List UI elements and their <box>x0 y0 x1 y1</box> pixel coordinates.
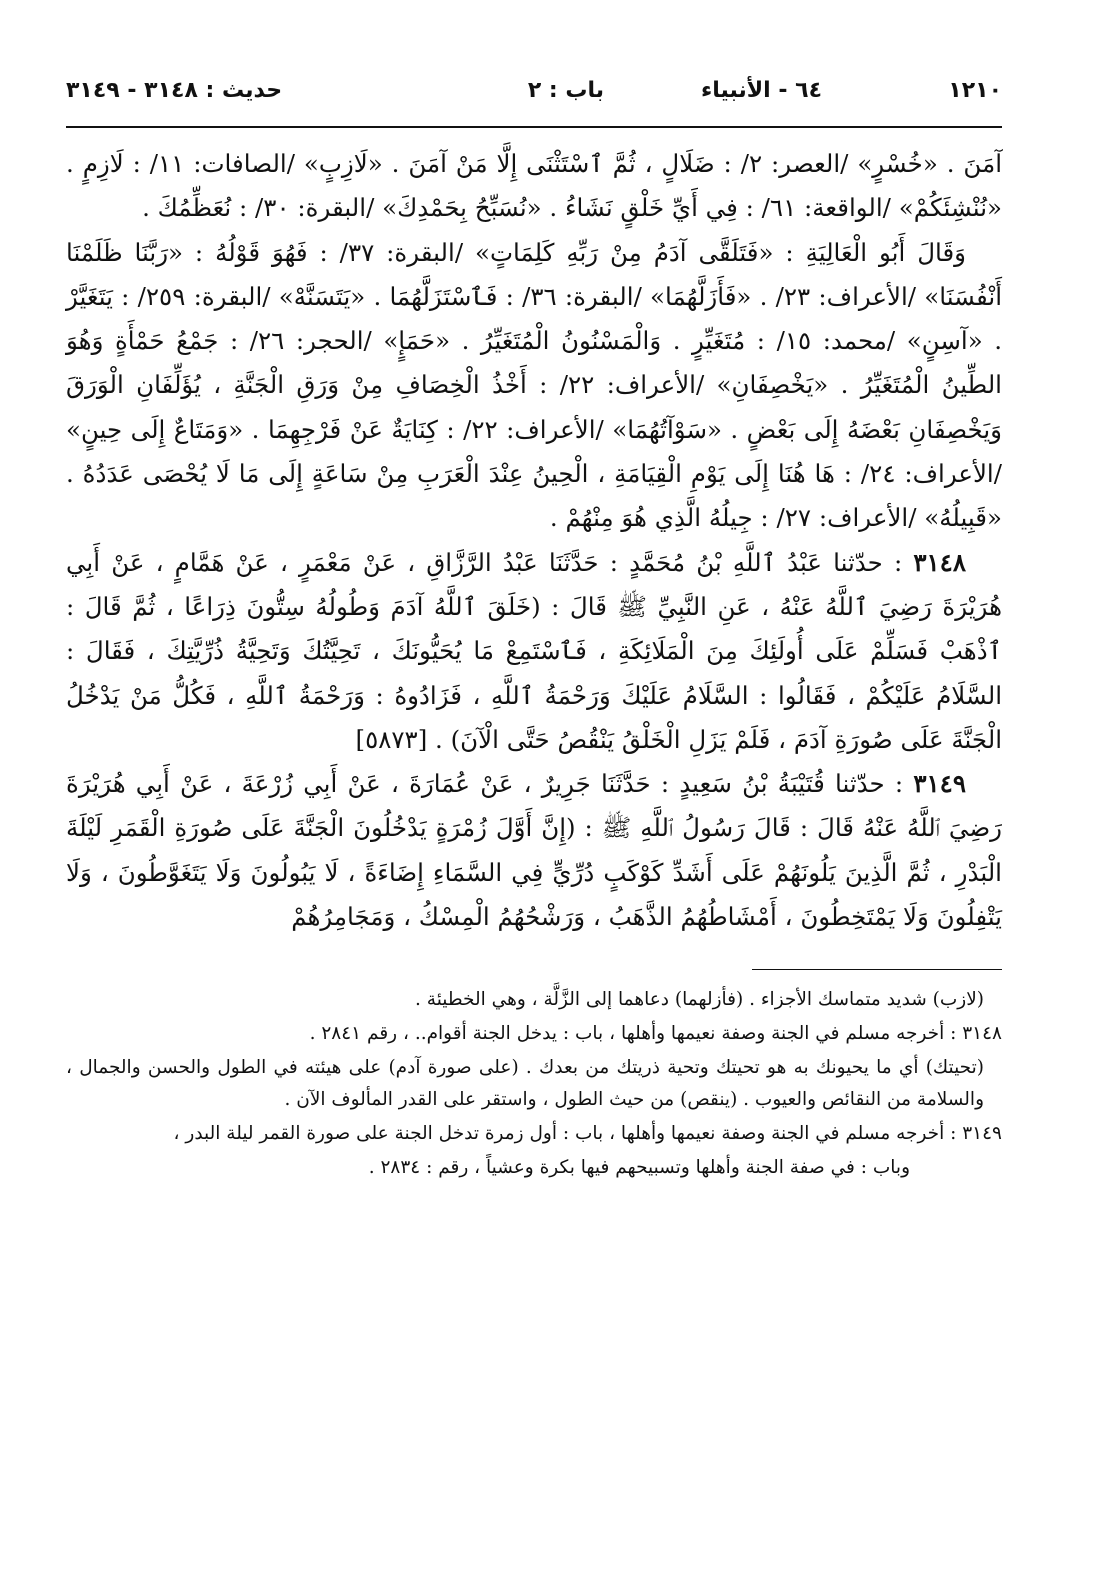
hadith-number: ٣١٤٩ <box>913 769 966 799</box>
footnote-takhrij-3149-cont: وباب : في صفة الجنة وأهلها وتسبيحهم فيها بكرة وعشياً ، رقم : ٢٨٣٤ . <box>368 1157 910 1179</box>
book-page <box>66 70 1002 1186</box>
paragraph-commentary-1: آمَنَ . «خُسْرٍ» /العصر: ٢/ : ضَلَالٍ ، ثُمَّ ٱسْتَثْنَى إِلَّا مَنْ آمَنَ . «لَازِبٍ» /الصافات: ١١/ : لَازِمٍ . «نُنْشِئَكُمْ» /الواقعة: ٦١/ : فِي أَيِّ خَلْقٍ نَشَاءُ . «نُسَبِّحُ بِحَمْدِكَ» /البقرة: ٣٠/ : نُعَظِّمُكَ . <box>66 149 1002 223</box>
footnote-rule <box>752 969 1002 970</box>
book-title: ٦٤ - الأنبياء <box>701 78 822 103</box>
hadith-number: ٣١٤٨ <box>913 547 966 577</box>
hadith-3149 <box>66 762 1002 939</box>
footnote-glossary-1: (لازب) شديد متماسك الأجزاء . (فأزلهما) دعاهما إلى الزَّلَّة ، وهي الخطيئة . <box>415 989 984 1011</box>
chapter-label: باب : ٢ <box>527 78 604 103</box>
hadith-range: حديث : ٣١٤٨ - ٣١٤٩ <box>66 78 283 103</box>
page-number: ١٢١٠ <box>948 78 1002 103</box>
header-rule <box>66 126 1002 128</box>
footnote-takhrij-3149: ٣١٤٩ : أخرجه مسلم في الجنة وصفة نعيمها وأهلها ، باب : أول زمرة تدخل الجنة على صورة القمر ليلة البدر ، <box>173 1123 1002 1145</box>
main-text <box>66 142 1002 939</box>
paragraph-commentary-2: وَقَالَ أَبُو الْعَالِيَةِ : «فَتَلَقَّى آدَمُ مِنْ رَبِّهِ كَلِمَاتٍ» /البقرة: ٣٧/ : فَهُوَ قَوْلُهُ : «رَبَّنَا ظَلَمْنَا أَنْفُسَنَا» /الأعراف: ٢٣/ . «فَأَزَلَّهُمَا» /البقرة: ٣٦/ : فَٱسْتَزَلَّهُمَا . «يَتَسَنَّهْ» /البقرة: ٢٥٩/ : يَتَغَيَّرْ . «آسِنٍ» /محمد: ١٥/ : مُتَغَيِّرٍ . وَالْمَسْنُونُ الْمُتَغَيِّرُ . «حَمَإٍ» /الحجر: ٢٦/ : جَمْعُ حَمْأَةٍ وَهُوَ الطِّينُ الْمُتَغَيِّرُ . «يَخْصِفَانِ» /الأعراف: ٢٢/ : أَخْذُ الْخِصَافِ مِنْ وَرَقِ الْجَنَّةِ ، يُؤَلِّفَانِ الْوَرَقَ وَيَخْصِفَانِ بَعْضَهُ إِلَى بَعْضٍ . «سَوْآتُهُمَا» /الأعراف: ٢٢/ : كِنَايَةٌ عَنْ فَرْجِهِمَا . «وَمَتَاعٌ إِلَى حِينٍ» /الأعراف: ٢٤/ : هَا هُنَا إِلَى يَوْمِ الْقِيَامَةِ ، الْحِينُ عِنْدَ الْعَرَبِ مِنْ سَاعَةٍ إِلَى مَا لَا يُحْصَى عَدَدُهُ . «قَبِيلُهُ» /الأعراف: ٢٧/ : جِيلُهُ الَّذِي هُوَ مِنْهُمْ . <box>66 237 1003 533</box>
running-header <box>66 70 1002 120</box>
footnote-glossary-2: (تحيتك) أي ما يحيونك به هو تحيتك وتحية ذريتك من بعدك . (على صورة آدم) على هيئته في الطول والحسن والجمال ، والسلامة من النقائص والعيوب . (ينقص) من حيث الطول ، واستقر على القدر المألوف الآن . <box>66 1057 984 1111</box>
hadith-text: : حدّثنا عَبْدُ ٱللَّهِ بْنُ مُحَمَّدٍ : حَدَّثَنَا عَبْدُ الرَّزَّاقِ ، عَنْ مَعْمَرٍ ، عَنْ هَمَّامٍ ، عَنْ أَبِي هُرَيْرَةَ رَضِيَ ٱللَّهُ عَنْهُ ، عَنِ النَّبِيِّ ﷺ قَالَ : (خَلَقَ ٱللَّهُ آدَمَ وَطُولُهُ سِتُّونَ ذِرَاعًا ، ثُمَّ قَالَ : ٱذْهَبْ فَسَلِّمْ عَلَى أُولَئِكَ مِنَ الْمَلَائِكَةِ ، فَٱسْتَمِعْ مَا يُحَيُّونَكَ ، تَحِيَّتُكَ وَتَحِيَّةُ ذُرِّيَّتِكَ ، فَقَالَ : السَّلَامُ عَلَيْكُمْ ، فَقَالُوا : السَّلَامُ عَلَيْكَ وَرَحْمَةُ ٱللَّهِ ، فَزَادُوهُ : وَرَحْمَةُ ٱللَّهِ ، فَكُلُّ مَنْ يَدْخُلُ الْجَنَّةَ عَلَى صُورَةِ آدَمَ ، فَلَمْ يَزَلِ الْخَلْقُ يَنْقُصُ حَتَّى الْآنَ) . [٥٨٧٣] <box>66 547 1002 754</box>
hadith-text: : حدّثنا قُتَيْبَةُ بْنُ سَعِيدٍ : حَدَّثَنَا جَرِيرٌ ، عَنْ عُمَارَةَ ، عَنْ أَبِي زُرْعَةَ ، عَنْ أَبِي هُرَيْرَةَ رَضِيَ ٱللَّهُ عَنْهُ قَالَ : قَالَ رَسُولُ ٱللَّهِ ﷺ : (إِنَّ أَوَّلَ زُمْرَةٍ يَدْخُلُونَ الْجَنَّةَ عَلَى صُورَةِ الْقَمَرِ لَيْلَةَ الْبَدْرِ ، ثُمَّ الَّذِينَ يَلُونَهُمْ عَلَى أَشَدِّ كَوْكَبٍ دُرِّيٍّ فِي السَّمَاءِ إِضَاءَةً ، لَا يَبُولُونَ وَلَا يَتَغَوَّطُونَ ، وَلَا يَتْفِلُونَ وَلَا يَمْتَخِطُونَ ، أَمْشَاطُهُمُ الذَّهَبُ ، وَرَشْحُهُمُ الْمِسْكُ ، وَمَجَامِرُهُمْ <box>66 769 1002 932</box>
footnotes <box>66 984 1002 1184</box>
footnote-takhrij-3148: ٣١٤٨ : أخرجه مسلم في الجنة وصفة نعيمها وأهلها ، باب : يدخل الجنة أقوام.. ، رقم ٢٨٤١ . <box>309 1023 1002 1045</box>
hadith-3148 <box>66 541 1002 762</box>
